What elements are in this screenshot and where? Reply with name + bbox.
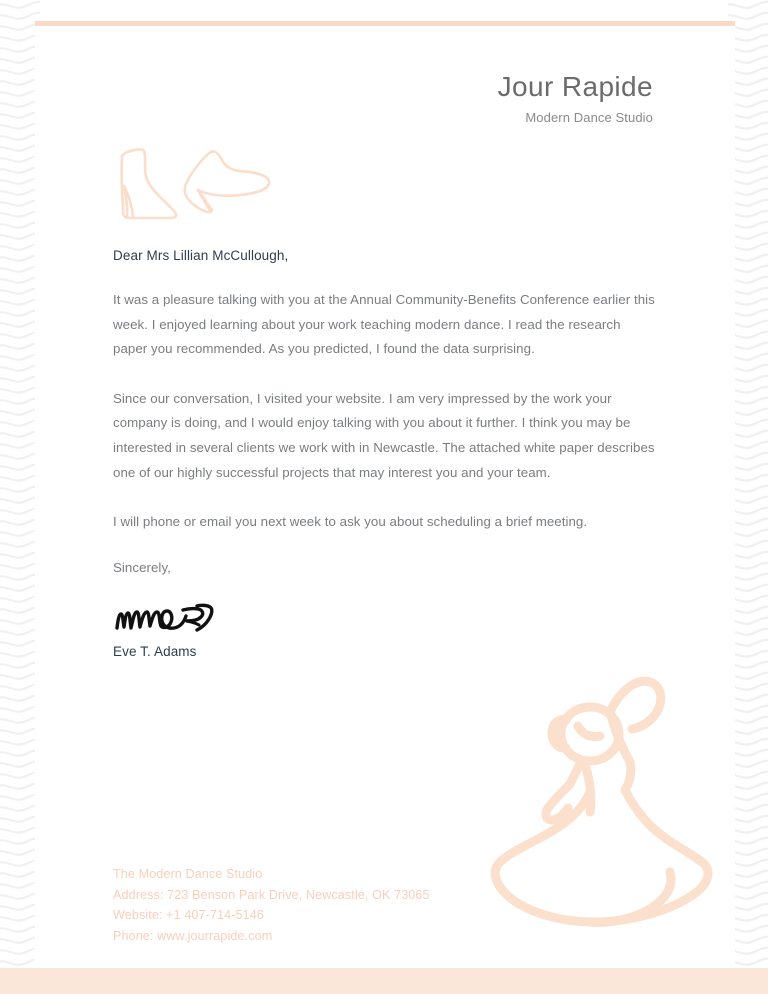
body-paragraph-1: It was a pleasure talking with you at the Annual Community-Benefits Conference earlier this week. I enjoyed learning about your work teaching modern dance. I read the research paper you recommended. As you predicted, I found the data surprising. xyxy=(113,292,655,357)
bottom-accent-band xyxy=(0,968,768,994)
top-accent-rule xyxy=(35,21,735,26)
brand-name: Jour Rapide xyxy=(497,71,653,102)
footer-company: The Modern Dance Studio xyxy=(113,867,263,881)
closing-line: Sincerely, xyxy=(113,559,171,575)
whirling-dancer-icon xyxy=(482,672,722,940)
body-paragraph-3: I will phone or email you next week to ask you about scheduling a brief meeting. xyxy=(113,514,588,530)
footer-website: Website: +1 407-714-5146 xyxy=(113,908,264,922)
footer-phone: Phone: www.jourrapide.com xyxy=(113,928,273,943)
letter-body xyxy=(113,248,658,575)
wave-texture-left xyxy=(0,0,40,968)
salutation: Dear Mrs Lillian McCullough, xyxy=(113,248,289,263)
footer-address: Address: 723 Benson Park Drive, Newcastle, OK 73065 xyxy=(113,887,430,902)
high-heel-shoes-icon xyxy=(112,144,277,224)
brand-tagline: Modern Dance Studio xyxy=(525,110,653,126)
signer-name: Eve T. Adams xyxy=(113,644,197,659)
footer-contact-block xyxy=(113,864,430,946)
body-paragraph-2: Since our conversation, I visited your website. I am very impressed by the work your company is doing, and I would enjoy talking with you about it further. I think you may be interested in several clients we work with in Newcastle. The attached white paper describes one of our highly successful projects that may interest you and your team. xyxy=(113,390,655,480)
signature-block xyxy=(113,600,218,659)
letterhead xyxy=(498,72,653,125)
handwritten-signature-icon xyxy=(113,600,218,638)
